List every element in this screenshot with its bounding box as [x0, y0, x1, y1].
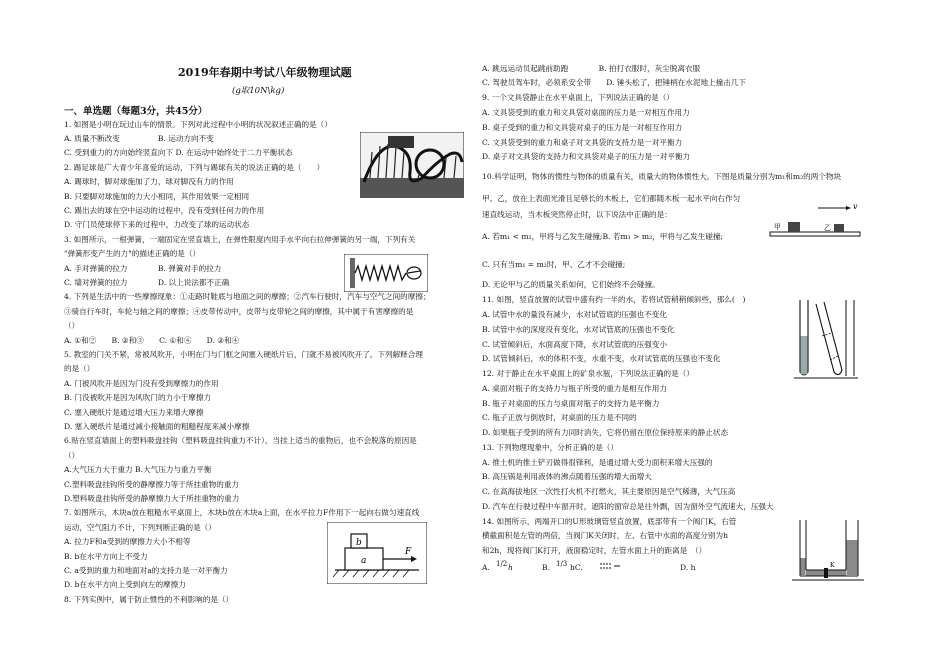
text-line: 13. 下列物理现象中，分析正确的是（） — [482, 443, 618, 452]
text-line: "弹簧形变产生的力"的描述正确的是（） — [64, 249, 201, 258]
q14-option-d: D. h — [680, 563, 696, 572]
text-line: 11. 如图，竖直放置的试管中盛有约一半的水，若将试管稍稍倾斜些，那么( ) — [482, 295, 746, 304]
valve-label: K — [830, 562, 835, 569]
text-line: 10.科学证明，物体的惯性与物体的质量有关，质量大的物体惯性大。下图是质量分别为m₁和m₂的两个物块 — [482, 172, 842, 181]
text-line: B. b在水平方向上不受力 — [64, 552, 148, 561]
text-line: 14. 如图所示，两端开口的U形玻璃管竖直放置，底部带有一个阀门K，右管 — [482, 517, 737, 526]
section-heading: 一、单选题（每题3分，共45分） — [64, 106, 208, 117]
text-line: A. ①和② B. ②和③ C. ①和④ D. ②和④ — [64, 336, 240, 345]
inertia-blocks-figure — [768, 196, 864, 240]
text-line: A. 桌面对瓶子的支持力与瓶子所受的重力是相互作用力 — [482, 384, 667, 393]
force-label: F — [405, 547, 412, 557]
roller-coaster-figure — [360, 132, 464, 198]
text-line: C. a受到的重力和地面对a的支持力是一对平衡力 — [64, 566, 228, 575]
block-yi-label: 乙 — [824, 224, 831, 232]
text-line: A.大气压力大于重力 B.大气压力与重力平衡 — [64, 465, 212, 474]
velocity-label: v — [853, 202, 858, 211]
text-line: C. 试管倾斜后，水面高度下降，水对试管底的压强变小 — [482, 340, 668, 349]
text-line: 3. 如图所示，一根弹簧，一端固定在竖直墙上，在弹性限度内用手水平向右拉伸弹簧的另一端，下列有关 — [64, 235, 416, 244]
text-line: A. 踢球时，脚对球施加了力，球对脚没有力的作用 — [64, 177, 234, 186]
text-line: A. 试管中水的量没有减少，水对试管底的压强也不变化 — [482, 310, 667, 319]
text-line: D. 桌子对文具袋的支持力和文具袋对桌子的压力是一对平衡力 — [482, 152, 691, 161]
text-line: （） — [64, 451, 80, 460]
text-line: 横截面积是左管的两倍，当阀门K关闭时，左、右管中水面的高度分别为h — [482, 531, 728, 540]
text-line: 9. 一个文具袋静止在水平桌面上，下列说法正确的是（） — [482, 93, 674, 102]
blocks-force-figure — [327, 522, 427, 584]
text-line: A. 推土机的推土铲刃做得很锋利，是通过增大受力面积来增大压强的 — [482, 458, 713, 467]
text-line: 和2h，现将阀门K打开，液面稳定时，左管水面上升的距离是 （） — [482, 546, 707, 555]
text-line: C. 塞入硬纸片是通过增大压力来增大摩擦 — [64, 408, 204, 417]
text-line: D. 如果瓶子受到的所有力同时消失，它将仍留在原位保持原来的静止状态 — [482, 428, 729, 437]
text-line: 的是（） — [64, 364, 95, 373]
text-line: B. 桌子受到的重力和文具袋对桌子的压力是一对相互作用力 — [482, 123, 683, 132]
text-line: D. 守门员使球停下来的过程中，力改变了球的运动状态 — [64, 220, 250, 229]
text-line: B. 试管中水的深度没有变化，水对试管底的压强也不变化 — [482, 325, 675, 334]
q14-h-a: h — [508, 563, 513, 572]
text-line: C. 踢出去的球在空中运动的过程中，没有受到任何力的作用 — [64, 206, 265, 215]
text-line: C. 瓶子正放与倒放时，对桌面的压力是不同的 — [482, 413, 637, 422]
text-line: 1. 如图是小明在玩过山车的情景。下列对此过程中小明的状况叙述正确的是（） — [64, 120, 332, 129]
page-subtitle: (g取10N\kg) — [232, 86, 285, 96]
text-line: A. 拉力F和a受到的摩擦力大小不相等 — [64, 537, 191, 546]
text-line: A. 若m₁ < m₂，甲将与乙发生碰撞;B. 若m₁ > m₂，甲将与乙发生碰撞; — [482, 232, 724, 241]
text-line: A. 跳远运动员起跳前助跑 B. 拍打衣服时，灰尘脱离衣服 — [482, 64, 701, 73]
block-a-label: a — [361, 556, 367, 566]
text-line: A. 文具袋受到的重力和文具袋对桌面的压力是一对相互作用力 — [482, 108, 690, 117]
text-line: C.塑料吸盘挂钩所受的静摩擦力等于所挂重物的重力 — [64, 480, 240, 489]
text-line: C. 驾驶员驾车时，必须系安全带 D. 锤头松了，把锤柄在水泥地上撞击几下 — [482, 78, 747, 87]
q14-option-a: A. — [482, 563, 490, 572]
text-line: （） — [64, 321, 80, 330]
q14-h-c: hC. — [570, 563, 583, 572]
text-line: A. 门被风吹开是因为门没有受到摩擦力的作用 — [64, 379, 219, 388]
spring-figure — [344, 254, 428, 292]
text-line: 5. 教室的门关不紧，常被风吹开，小明在门与门框之间塞入硬纸片后，门就不易被风吹开了。下列解释合理 — [64, 350, 423, 359]
text-line: D. 无论甲与乙的质量关系如何，它们始终不会碰撞。 — [482, 280, 660, 289]
text-line: 12. 对于静止在水平桌面上的矿泉水瓶，下列说法正确的是（） — [482, 369, 694, 378]
text-line: B. 门没被吹开是因为风吹门的力小于摩擦力 — [64, 393, 212, 402]
text-line: A. 手对弹簧的拉力 B. 弹簧对手的拉力 — [64, 264, 222, 273]
text-line: C. 受到重力的方向始终竖直向下 D. 在运动中始终处于二力平衡状态 — [64, 148, 293, 157]
text-line: 7. 如图所示，木块a放在粗糙水平桌面上，木块b放在木块a上面，在水平拉力F作用下一起向右做匀速直线 — [64, 508, 420, 517]
text-line: 2. 踢足球是广大青少年喜爱的运动，下列与踢球有关的说法正确的是（ ） — [64, 163, 325, 172]
text-line: B. 只要脚对球施加的力大小相同，其作用效果一定相同 — [64, 192, 250, 201]
text-line: D. 汽车在行驶过程中车窗开时，遮阳的窗帘总是往外飘，因为窗外空气流速大，压强大 — [482, 502, 774, 511]
text-line: 6.贴在竖直墙面上的塑料吸盘挂钩（塑料吸盘挂钩重力不计），当挂上适当的重物后，也不会脱落的原因是 — [64, 436, 417, 445]
text-line: D. 试管倾斜后，水的体积不变，水重不变，水对试管底的压强也不变化 — [482, 354, 721, 363]
q14-option-b: B. — [542, 563, 550, 572]
q14-fraction-b: 1/3 — [556, 560, 568, 568]
text-line: 运动，空气阻力不计，下列判断正确的是（） — [64, 523, 216, 532]
text-line: B. 高压锅是利用液体的沸点随着压强的增大而增大 — [482, 472, 652, 481]
text-line: C. 文具袋受到的重力和桌子对文具袋的支持力是一对平衡力 — [482, 138, 683, 147]
text-line: 甲、乙，放在上表面光滑且足够长的木板上，它们都随木板一起水平向右作匀 — [482, 194, 741, 203]
text-line: C. 墙对弹簧的拉力 D. 以上说法都不正确 — [64, 278, 230, 287]
q14-option-c-graphic — [598, 560, 622, 572]
text-line: D. b在水平方向上受到向左的摩擦力 — [64, 580, 186, 589]
block-b-label: b — [356, 538, 362, 548]
u-tube-figure — [790, 518, 866, 582]
text-line: D. 塞入硬纸片是通过减小接触面的粗糙程度来减小摩擦 — [64, 422, 250, 431]
text-line: B. 瓶子对桌面的压力与桌面对瓶子的支持力是平衡力 — [482, 399, 660, 408]
text-line: D.塑料吸盘挂钩所受的静摩擦力大于所挂重物的重力 — [64, 494, 240, 503]
text-line: 8. 下列实例中，属于防止惯性的不利影响的是（） — [64, 595, 234, 604]
text-line: 速直线运动，当木板突然停止时，以下说法中正确的是： — [482, 210, 672, 219]
page-title: 2019年春期中考试八年级物理试题 — [178, 66, 352, 79]
text-line: ③骑自行车时，车轮与轴之间的摩擦；④皮带传动中，皮带与皮带轮之间的摩擦，其中属于有害摩擦的是 — [64, 307, 414, 316]
text-line: A. 质量不断改变 B. 运动方向不变 — [64, 134, 214, 143]
q14-fraction-a: 1/2 — [496, 560, 508, 568]
text-line: 4. 下列是生活中的一些摩擦现象：①走路时鞋底与地面之间的摩擦；②汽车行驶时，汽车与空气之间的摩擦； — [64, 292, 431, 301]
block-jia-label: 甲 — [774, 223, 781, 231]
test-tube-figure — [790, 296, 860, 380]
text-line: C. 在高海拔地区一次性打火机不打燃火，其主要原因是空气稀薄，大气压高 — [482, 487, 736, 496]
text-line: C. 只有当m₁ = m₂时，甲、乙才不会碰撞; — [482, 260, 626, 269]
